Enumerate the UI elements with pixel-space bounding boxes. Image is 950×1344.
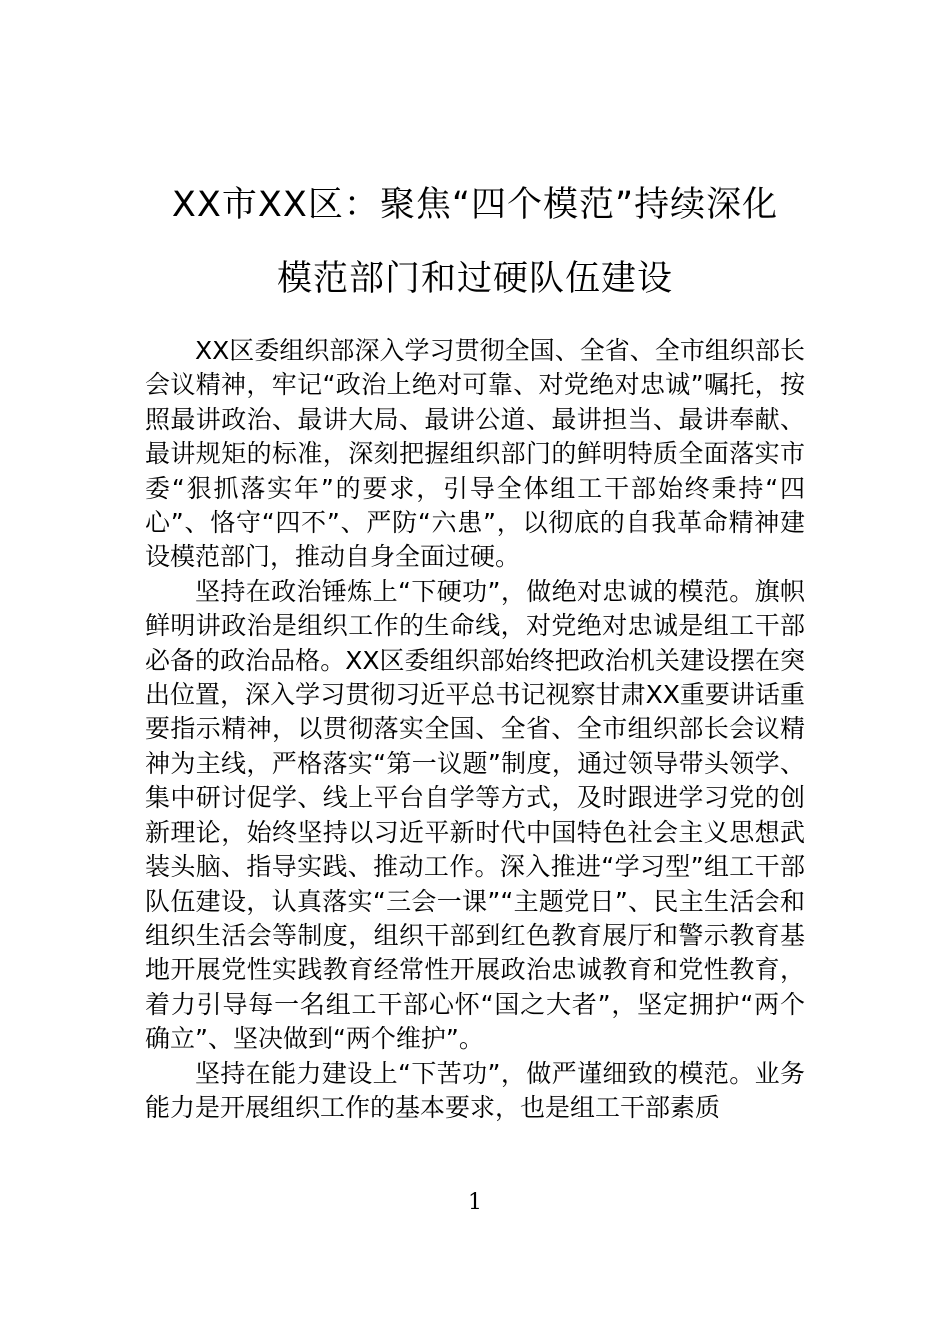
paragraph-intro: XX区委组织部深入学习贯彻全国、全省、全市组织部长会议精神，牢记“政治上绝对可靠、对党绝对忠诚”嘱托，按照最讲政治、最讲大局、最讲公道、最讲担当、最讲奉献、最讲规矩的标准，深刻把握组织部门的鲜明特质全面落实市委“狠抓落实年”的要求，引导全体组工干部始终秉持“四心”、恪守“四不”、严防“六患”，以彻底的自我革命精神建设模范部门，推动自身全面过硬。: [145, 336, 805, 572]
paragraph-capability-building: 坚持在能力建设上“下苦功”，做严谨细致的模范。业务能力是开展组织工作的基本要求，也是组工干部素质: [145, 1058, 805, 1122]
title-line-2: 模范部门和过硬队伍建设: [276, 259, 673, 299]
page-number: 1: [468, 1190, 482, 1215]
paragraph-political-loyalty: 坚持在政治锤炼上“下硬功”，做绝对忠诚的模范。旗帜鲜明讲政治是组织工作的生命线，对党绝对忠诚是组工干部必备的政治品格。XX区委组织部始终把政治机关建设摆在突出位置，深入学习贯彻习近平总书记视察甘肃XX重要讲话重要指示精神，以贯彻落实全国、全省、全市组织部长会议精神为主线，严格落实“第一议题”制度，通过领导带头领学、集中研讨促学、线上平台自学等方式，及时跟进学习党的创新理论，始终坚持以习近平新时代中国特色社会主义思想武装头脑、指导实践、推动工作。深入推进“学习型”组工干部队伍建设，认真落实“三会一课”“主题党日”、民主生活会和组织生活会等制度，组织干部到红色教育展厅和警示教育基地开展党性实践教育经常性开展政治忠诚教育和党性教育，着力引导每一名组工干部心怀“国之大者”，坚定拥护“两个确立”、坚决做到“两个维护”。: [145, 576, 805, 1054]
document-title: [100, 168, 850, 316]
document-body: [145, 334, 805, 1125]
title-line-1: XX市XX区：聚焦“四个模范”持续深化: [171, 185, 779, 225]
